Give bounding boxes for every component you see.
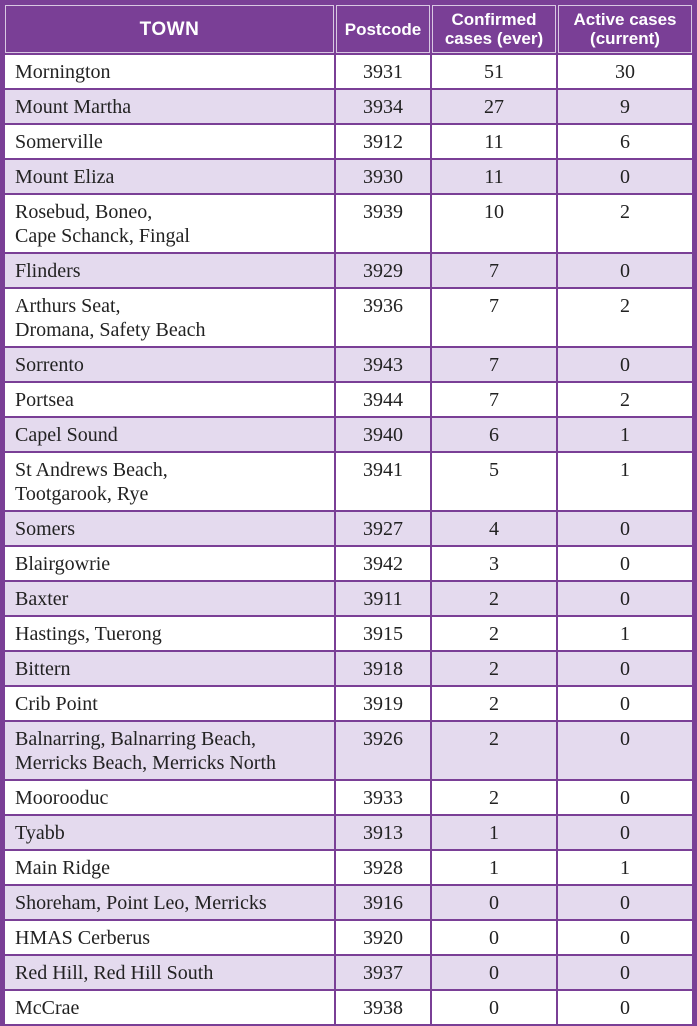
cell-confirmed: 7 xyxy=(432,383,556,416)
table-body xyxy=(5,55,692,1024)
cell-active: 0 xyxy=(558,781,692,814)
town-name-line: Somers xyxy=(15,518,75,540)
cell-town xyxy=(5,348,334,381)
cell-confirmed: 2 xyxy=(432,617,556,650)
cell-town xyxy=(5,418,334,451)
town-name-line: Hastings, Tuerong xyxy=(15,623,162,645)
cell-confirmed: 0 xyxy=(432,991,556,1024)
town-name-line: Capel Sound xyxy=(15,424,118,446)
cell-town xyxy=(5,289,334,346)
cell-confirmed: 7 xyxy=(432,348,556,381)
cell-town xyxy=(5,383,334,416)
town-name-line: HMAS Cerberus xyxy=(15,927,150,949)
cell-postcode: 3912 xyxy=(336,125,430,158)
cell-confirmed: 0 xyxy=(432,921,556,954)
cell-confirmed: 6 xyxy=(432,418,556,451)
cell-active: 1 xyxy=(558,617,692,650)
cell-active: 0 xyxy=(558,348,692,381)
table-row xyxy=(5,956,692,989)
table-row xyxy=(5,160,692,193)
town-name-line: Mornington xyxy=(15,61,111,83)
town-name-line: Mount Martha xyxy=(15,96,132,118)
cell-confirmed: 7 xyxy=(432,254,556,287)
cell-postcode: 3913 xyxy=(336,816,430,849)
cell-confirmed: 10 xyxy=(432,195,556,252)
cell-active: 0 xyxy=(558,547,692,580)
header-active-line-1: Active cases xyxy=(573,10,677,29)
table-row xyxy=(5,886,692,919)
table-row xyxy=(5,348,692,381)
cases-table-frame xyxy=(3,3,694,1019)
town-name-line: Bittern xyxy=(15,658,71,680)
cell-active: 0 xyxy=(558,991,692,1024)
cell-confirmed: 2 xyxy=(432,582,556,615)
cell-active: 6 xyxy=(558,125,692,158)
cell-confirmed: 11 xyxy=(432,125,556,158)
town-name-line: Dromana, Safety Beach xyxy=(15,319,206,341)
cell-town xyxy=(5,55,334,88)
cell-active: 9 xyxy=(558,90,692,123)
town-name-line: Mount Eliza xyxy=(15,166,115,188)
cell-confirmed: 0 xyxy=(432,886,556,919)
cell-active: 1 xyxy=(558,453,692,510)
cases-table xyxy=(3,3,694,1026)
table-row xyxy=(5,816,692,849)
cell-postcode: 3941 xyxy=(336,453,430,510)
cell-confirmed: 1 xyxy=(432,816,556,849)
cell-town xyxy=(5,90,334,123)
cell-town xyxy=(5,547,334,580)
cell-active: 2 xyxy=(558,383,692,416)
cell-active: 1 xyxy=(558,418,692,451)
cell-confirmed: 2 xyxy=(432,722,556,779)
cell-confirmed: 0 xyxy=(432,956,556,989)
town-name-line: Blairgowrie xyxy=(15,553,111,575)
cell-confirmed: 2 xyxy=(432,652,556,685)
table-row xyxy=(5,991,692,1024)
cell-postcode: 3934 xyxy=(336,90,430,123)
cell-town xyxy=(5,195,334,252)
town-name-line: Main Ridge xyxy=(15,857,110,879)
cell-town xyxy=(5,816,334,849)
cell-town xyxy=(5,512,334,545)
cell-active: 0 xyxy=(558,652,692,685)
cell-town xyxy=(5,617,334,650)
cell-active: 0 xyxy=(558,956,692,989)
cell-postcode: 3936 xyxy=(336,289,430,346)
cell-confirmed: 5 xyxy=(432,453,556,510)
header-confirmed-line-2: cases (ever) xyxy=(444,29,544,48)
cell-postcode: 3915 xyxy=(336,617,430,650)
cell-postcode: 3918 xyxy=(336,652,430,685)
cell-postcode: 3933 xyxy=(336,781,430,814)
cell-active: 0 xyxy=(558,886,692,919)
cell-active: 0 xyxy=(558,722,692,779)
cell-postcode: 3943 xyxy=(336,348,430,381)
cell-active: 1 xyxy=(558,851,692,884)
cell-town xyxy=(5,652,334,685)
table-row xyxy=(5,195,692,252)
cell-postcode: 3944 xyxy=(336,383,430,416)
table-row xyxy=(5,722,692,779)
cell-confirmed: 4 xyxy=(432,512,556,545)
cell-active: 0 xyxy=(558,816,692,849)
table-row xyxy=(5,418,692,451)
cell-active: 0 xyxy=(558,921,692,954)
cell-active: 0 xyxy=(558,254,692,287)
table-row xyxy=(5,512,692,545)
cell-postcode: 3938 xyxy=(336,991,430,1024)
town-name-line: Tyabb xyxy=(15,822,65,844)
town-name-line: St Andrews Beach, xyxy=(15,459,168,481)
cell-active: 0 xyxy=(558,582,692,615)
town-name-line: Moorooduc xyxy=(15,787,109,809)
town-name-line: Cape Schanck, Fingal xyxy=(15,225,190,247)
cell-town xyxy=(5,582,334,615)
cell-active: 0 xyxy=(558,512,692,545)
header-postcode: Postcode xyxy=(336,5,430,53)
town-name-line: Merricks Beach, Merricks North xyxy=(15,752,277,774)
town-name-line: Arthurs Seat, xyxy=(15,295,121,317)
header-active xyxy=(558,5,692,53)
town-name-line: Rosebud, Boneo, xyxy=(15,201,153,223)
town-name-line: Sorrento xyxy=(15,354,84,376)
cell-confirmed: 3 xyxy=(432,547,556,580)
cell-active: 30 xyxy=(558,55,692,88)
cell-postcode: 3929 xyxy=(336,254,430,287)
header-confirmed-line-1: Confirmed xyxy=(451,10,537,29)
cell-confirmed: 2 xyxy=(432,687,556,720)
table-row xyxy=(5,851,692,884)
table-row xyxy=(5,781,692,814)
town-name-line: Flinders xyxy=(15,260,81,282)
table-row xyxy=(5,921,692,954)
table-row xyxy=(5,652,692,685)
table-header-row xyxy=(5,5,692,53)
cell-active: 2 xyxy=(558,195,692,252)
cell-town xyxy=(5,254,334,287)
town-name-line: Somerville xyxy=(15,131,103,153)
cell-postcode: 3928 xyxy=(336,851,430,884)
cell-postcode: 3940 xyxy=(336,418,430,451)
cell-town xyxy=(5,781,334,814)
cell-confirmed: 1 xyxy=(432,851,556,884)
cell-town xyxy=(5,160,334,193)
header-town: TOWN xyxy=(5,5,334,53)
cell-town xyxy=(5,991,334,1024)
cell-postcode: 3919 xyxy=(336,687,430,720)
cell-postcode: 3927 xyxy=(336,512,430,545)
town-name-line: Tootgarook, Rye xyxy=(15,483,149,505)
cell-postcode: 3937 xyxy=(336,956,430,989)
cell-confirmed: 51 xyxy=(432,55,556,88)
table-row xyxy=(5,617,692,650)
town-name-line: Balnarring, Balnarring Beach, xyxy=(15,728,257,750)
cell-postcode: 3931 xyxy=(336,55,430,88)
table-row xyxy=(5,90,692,123)
header-active-line-2: (current) xyxy=(590,29,660,48)
cell-confirmed: 27 xyxy=(432,90,556,123)
town-name-line: Red Hill, Red Hill South xyxy=(15,962,214,984)
cell-town xyxy=(5,886,334,919)
cell-postcode: 3911 xyxy=(336,582,430,615)
table-row xyxy=(5,383,692,416)
cell-postcode: 3939 xyxy=(336,195,430,252)
cell-postcode: 3930 xyxy=(336,160,430,193)
cell-town xyxy=(5,851,334,884)
cell-confirmed: 11 xyxy=(432,160,556,193)
town-name-line: McCrae xyxy=(15,997,80,1019)
cell-postcode: 3926 xyxy=(336,722,430,779)
town-name-line: Shoreham, Point Leo, Merricks xyxy=(15,892,267,914)
cell-active: 0 xyxy=(558,160,692,193)
cell-town xyxy=(5,453,334,510)
town-name-line: Baxter xyxy=(15,588,69,610)
cell-confirmed: 7 xyxy=(432,289,556,346)
cell-town xyxy=(5,921,334,954)
table-row xyxy=(5,55,692,88)
cell-active: 0 xyxy=(558,687,692,720)
header-confirmed xyxy=(432,5,556,53)
table-row xyxy=(5,582,692,615)
table-row xyxy=(5,254,692,287)
table-row xyxy=(5,547,692,580)
cell-confirmed: 2 xyxy=(432,781,556,814)
table-row xyxy=(5,687,692,720)
cell-active: 2 xyxy=(558,289,692,346)
table-row xyxy=(5,453,692,510)
town-name-line: Crib Point xyxy=(15,693,98,715)
cell-town xyxy=(5,956,334,989)
table-row xyxy=(5,125,692,158)
cell-town xyxy=(5,687,334,720)
town-name-line: Portsea xyxy=(15,389,74,411)
cell-town xyxy=(5,125,334,158)
cell-postcode: 3916 xyxy=(336,886,430,919)
cell-postcode: 3920 xyxy=(336,921,430,954)
cell-town xyxy=(5,722,334,779)
table-row xyxy=(5,289,692,346)
cell-postcode: 3942 xyxy=(336,547,430,580)
